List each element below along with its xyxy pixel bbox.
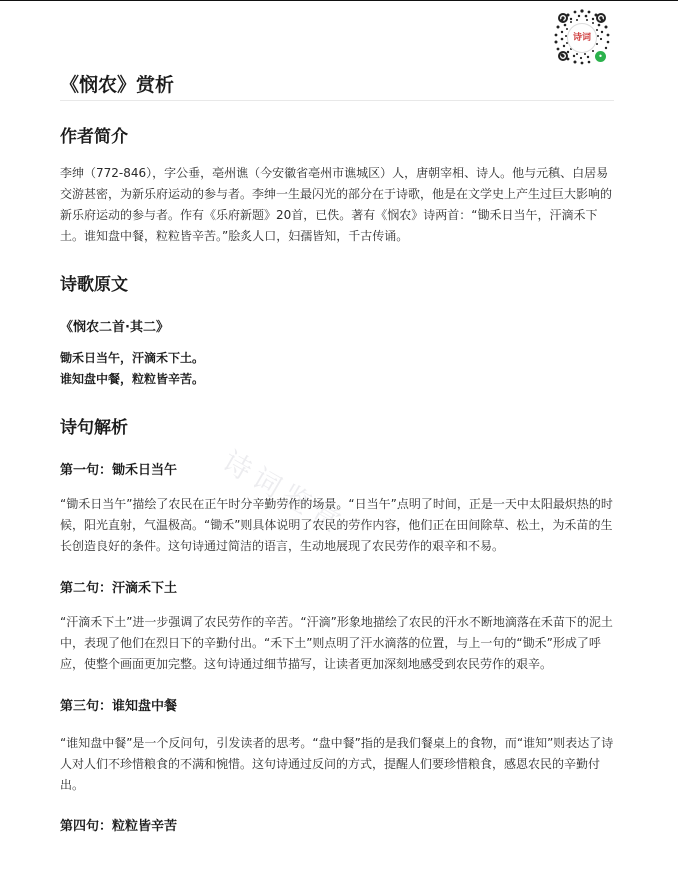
watermark: 诗词鉴赏	[217, 444, 352, 541]
section-heading-author: 作者简介	[60, 127, 128, 147]
wechat-dot-icon: •	[595, 51, 606, 62]
qr-code-icon[interactable]	[553, 8, 611, 66]
analysis-item-title: 第二句：汗滴禾下土	[60, 581, 178, 596]
page-title: 《悯农》赏析	[60, 74, 175, 96]
top-border-line	[0, 0, 678, 1]
author-bio-paragraph: 李绅（772-846），字公垂，亳州谯（今安徽省亳州市谯城区）人，唐朝宰相、诗人。他与元稹、白居易交游甚密，为新乐府运动的参与者。李绅一生最闪光的部分在于诗歌，他是在文学史上产生过巨大影响的新乐府运动的参与者。作有《乐府新题》20首，已佚。著有《悯农》诗两首：“锄禾日当午，汗滴禾下土。谁知盘中餐，粒粒皆辛苦。”脍炙人口，妇孺皆知，千古传诵。	[60, 166, 613, 243]
section-heading-original: 诗歌原文	[60, 275, 128, 295]
analysis-item-text: “锄禾日当午”描绘了农民在正午时分辛勤劳作的场景。“日当午”点明了时间，正是一天中太阳最炽热的时候，阳光直射，气温极高。“锄禾”则具体说明了农民的劳作内容，他们正在田间除草、松土，为禾苗的生长创造良好的条件。这句诗通过简洁的语言，生动地展现了农民劳作的艰辛和不易。	[60, 497, 613, 553]
poem-title: 《悯农二首·其二》	[60, 320, 169, 335]
section-heading-analysis: 诗句解析	[60, 418, 128, 438]
poem-line-1: 锄禾日当午，汗滴禾下土。	[60, 351, 205, 365]
analysis-item-title: 第四句：粒粒皆辛苦	[60, 819, 178, 834]
qr-center-logo: 诗词	[568, 24, 596, 52]
title-divider	[60, 100, 614, 101]
analysis-item-text: “谁知盘中餐”是一个反问句，引发读者的思考。“盘中餐”指的是我们餐桌上的食物，而“谁知”则表达了诗人对人们不珍惜粮食的不满和惋惜。这句诗通过反问的方式，提醒人们要珍惜粮食，感恩农民的辛勤付出。	[60, 736, 614, 792]
poem-line-2: 谁知盘中餐，粒粒皆辛苦。	[60, 372, 205, 386]
analysis-item-title: 第三句：谁知盘中餐	[60, 699, 178, 714]
analysis-item-title: 第一句：锄禾日当午	[60, 463, 178, 478]
analysis-item-text: “汗滴禾下土”进一步强调了农民劳作的辛苦。“汗滴”形象地描绘了农民的汗水不断地滴落在禾苗下的泥土中，表现了他们在烈日下的辛勤付出。“禾下土”则点明了汗水滴落的位置，与上一句的“锄禾”形成了呼应，使整个画面更加完整。这句诗通过细节描写，让读者更加深刻地感受到农民劳作的艰辛。	[60, 615, 613, 671]
